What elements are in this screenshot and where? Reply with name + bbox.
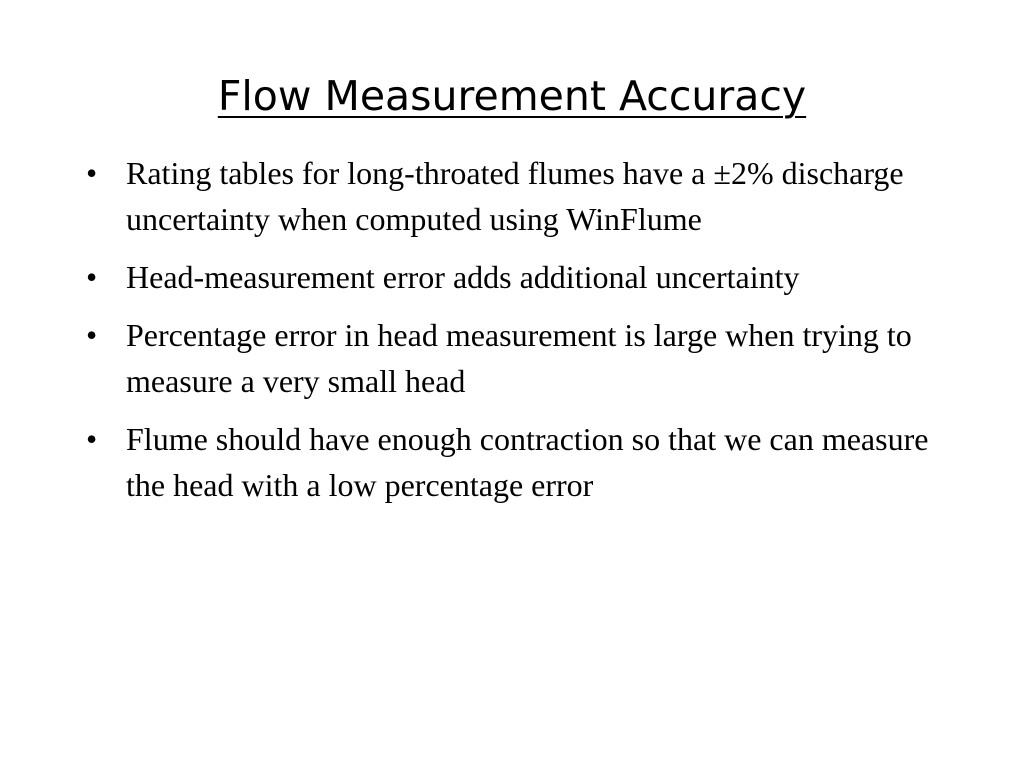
bullet-text: Percentage error in head measurement is large when trying to measure a very small head [126,317,912,399]
bullet-list [86,150,946,520]
bullet-text: Head-measurement error adds additional uncertainty [126,259,800,295]
bullet-icon: • [86,421,98,457]
bullet-item [86,150,946,242]
bullet-text: Rating tables for long-throated flumes have a ±2% discharge uncertainty when computed using WinFlume [126,155,904,237]
bullet-item [86,312,946,404]
bullet-icon: • [86,155,98,191]
slide-title: Flow Measurement Accuracy [217,72,807,120]
bullet-item [86,416,946,508]
bullet-text: Flume should have enough contraction so that we can measure the head with a low percentage error [126,421,929,503]
bullet-icon: • [86,317,98,353]
bullet-item [86,254,946,300]
bullet-icon: • [86,259,98,295]
